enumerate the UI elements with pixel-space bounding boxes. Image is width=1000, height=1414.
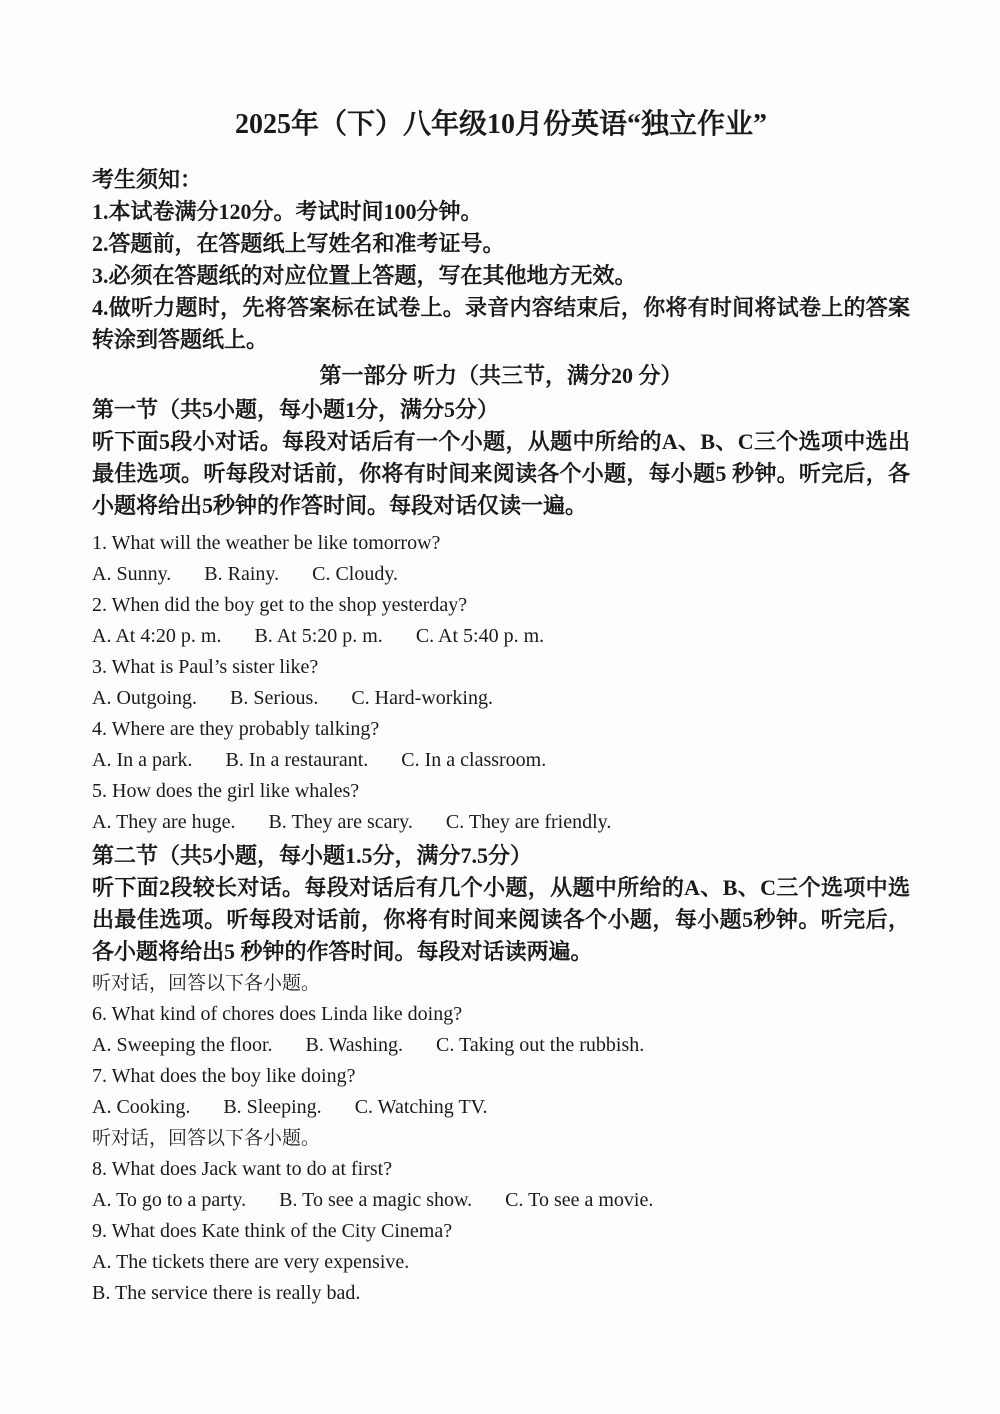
option-a: A. At 4:20 p. m. — [92, 625, 222, 647]
question-5-text: 5. How does the girl like whales? — [92, 780, 360, 802]
question-1-text: 1. What will the weather be like tomorrow? — [92, 532, 441, 554]
option-b: B. Washing. — [305, 1034, 404, 1056]
option-b: B. Serious. — [230, 687, 319, 709]
notice-item-3: 3.必须在答题纸的对应位置上答题，写在其他地方无效。 — [92, 263, 637, 288]
option-a: A. Cooking. — [92, 1096, 191, 1118]
question-8-text: 8. What does Jack want to do at first? — [92, 1158, 393, 1180]
question-1-options — [92, 559, 910, 590]
notice-heading: 考生须知： — [92, 167, 203, 192]
option-a: A. Sweeping the floor. — [92, 1034, 273, 1056]
option-a: A. They are huge. — [92, 811, 236, 833]
option-c: C. At 5:40 p. m. — [415, 625, 545, 647]
question-9-option-b: B. The service there is really bad. — [92, 1282, 361, 1304]
question-4-text: 4. Where are they probably talking? — [92, 718, 380, 740]
option-c: C. Hard-working. — [351, 687, 493, 709]
notice-section — [92, 164, 910, 356]
notice-item-1: 1.本试卷满分120分。考试时间100分钟。 — [92, 199, 483, 224]
question-5-options — [92, 807, 910, 838]
listening-section-1 — [92, 394, 910, 838]
question-2-options — [92, 621, 910, 652]
page-title: 2025年（下）八年级10月份英语“独立作业” — [234, 109, 767, 140]
notice-item-4: 4.做听力题时，先将答案标在试卷上。录音内容结束后，你将有时间将试卷上的答案转涂到答题纸上。 — [92, 295, 910, 352]
option-b: B. They are scary. — [268, 811, 413, 833]
option-a: A. In a park. — [92, 749, 193, 771]
option-b: B. Rainy. — [204, 563, 280, 585]
option-b: B. In a restaurant. — [225, 749, 369, 771]
question-4-options — [92, 745, 910, 776]
question-9-option-a: A. The tickets there are very expensive. — [92, 1251, 410, 1273]
question-3-options — [92, 683, 910, 714]
option-c: C. They are friendly. — [445, 811, 612, 833]
option-a: A. To go to a party. — [92, 1189, 247, 1211]
question-7-options — [92, 1092, 910, 1123]
option-c: C. In a classroom. — [401, 749, 547, 771]
section2-heading: 第二节（共5小题，每小题1.5分，满分7.5分） — [92, 843, 533, 868]
dialog2-label: 听对话，回答以下各小题。 — [92, 1128, 321, 1149]
question-8-options — [92, 1185, 910, 1216]
question-2-text: 2. When did the boy get to the shop yesterday? — [92, 594, 468, 616]
listening-section-2 — [92, 840, 910, 1309]
option-b: B. Sleeping. — [223, 1096, 322, 1118]
dialog1-label: 听对话，回答以下各小题。 — [92, 973, 321, 994]
option-c: C. To see a movie. — [505, 1189, 654, 1211]
part1-heading: 第一部分 听力（共三节，满分20 分） — [319, 363, 683, 388]
option-b: B. At 5:20 p. m. — [254, 625, 383, 647]
option-a: A. Sunny. — [92, 563, 172, 585]
option-a: A. Outgoing. — [92, 687, 197, 709]
section2-instructions: 听下面2段较长对话。每段对话后有几个小题，从题中所给的A、B、C三个选项中选出最佳选项。听每段对话前，你将有时间来阅读各个小题，每小题5秒钟。听完后，各小题将给出5 秒钟的作答时间。每段对话读两遍。 — [92, 875, 910, 964]
question-6-text: 6. What kind of chores does Linda like doing? — [92, 1003, 463, 1025]
question-6-options — [92, 1030, 910, 1061]
question-3-text: 3. What is Paul’s sister like? — [92, 656, 319, 678]
option-c: C. Taking out the rubbish. — [436, 1034, 645, 1056]
question-9-text: 9. What does Kate think of the City Cinema? — [92, 1220, 453, 1242]
notice-item-2: 2.答题前，在答题纸上写姓名和准考证号。 — [92, 231, 505, 256]
section1-instructions: 听下面5段小对话。每段对话后有一个小题，从题中所给的A、B、C三个选项中选出最佳选项。听每段对话前，你将有时间来阅读各个小题，每小题5 秒钟。听完后，各小题将给出5秒钟的作答时间。每段对话仅读一遍。 — [92, 429, 910, 518]
question-7-text: 7. What does the boy like doing? — [92, 1065, 356, 1087]
option-b: B. To see a magic show. — [279, 1189, 473, 1211]
option-c: C. Cloudy. — [312, 563, 399, 585]
section1-heading: 第一节（共5小题，每小题1分，满分5分） — [92, 397, 500, 422]
option-c: C. Watching TV. — [354, 1096, 488, 1118]
